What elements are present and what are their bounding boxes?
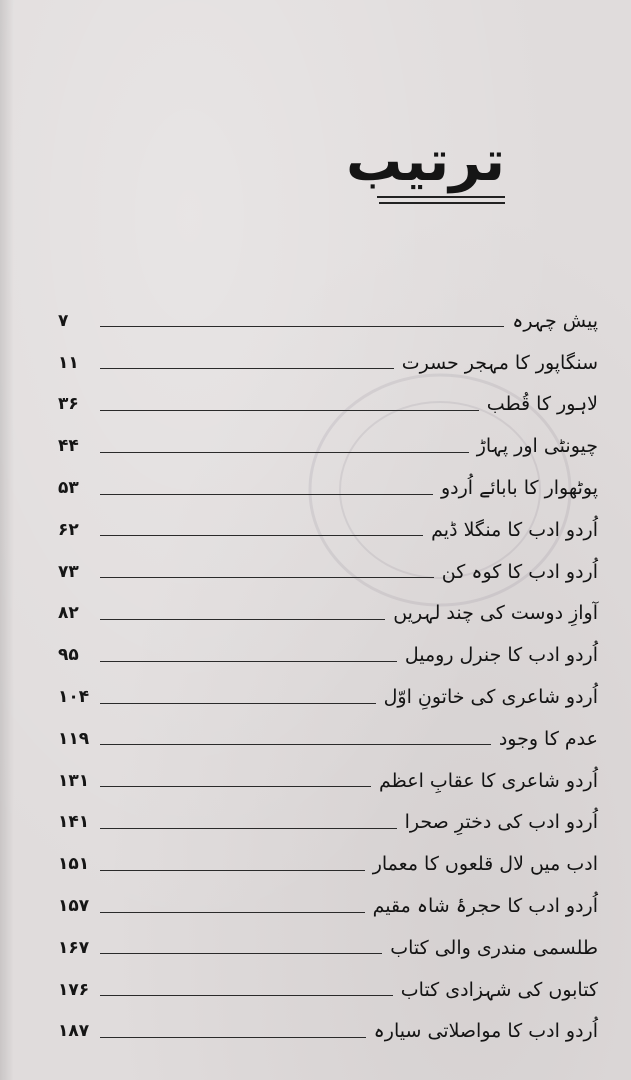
toc-entry-page-number: ۱۰۴ [58,687,90,708]
toc-entry [58,300,598,342]
toc-entry [58,551,598,593]
toc-entry [58,760,598,802]
toc-leader-line [100,410,479,411]
toc-entry-page-number: ۴۴ [58,436,79,457]
toc-leader-line [100,494,433,495]
toc-entry [58,593,598,635]
toc-heading-block [305,130,505,204]
toc-entry [58,843,598,885]
toc-entry-title: اُردو ادب کا جنرل رومیل [404,644,598,667]
toc-entry-title: آوازِ دوست کی چند لہریں [393,602,598,625]
toc-entry-page-number: ۷۳ [58,561,79,582]
toc-entry-page-number: ۸۲ [58,603,79,624]
toc-entry-title: اُردو ادب کا کوہ کن [441,560,598,583]
toc-entry-page-number: ۱۴۱ [58,812,90,833]
toc-leader-line [100,577,434,578]
toc-entry-title: اُردو شاعری کا عقابِ اعظم [379,769,598,792]
toc-entry-title: عدم کا وجود [498,727,598,750]
toc-entry [58,467,598,509]
toc-entry-page-number: ۱۵۱ [58,854,90,875]
toc-entry-page-number: ۱۳۱ [58,770,90,791]
toc-leader-line [100,326,504,327]
toc-entry-title: اُردو ادب کا حجرۂ شاہ مقیم [372,895,598,918]
toc-entry-title: کتابوں کی شہزادی کتاب [400,978,598,1001]
toc-entry-title: سنگاپور کا مہجر حسرت [401,351,598,374]
toc-entry [58,342,598,384]
toc-entry [58,802,598,844]
toc-entry-title: ادب میں لال قلعوں کا معمار [372,853,598,876]
toc-entry-page-number: ۹۵ [58,645,79,666]
toc-leader-line [100,995,393,996]
toc-leader-line [100,912,365,913]
title-underline [377,196,505,198]
toc-entry [58,425,598,467]
toc-entry [58,634,598,676]
toc-leader-line [100,661,397,662]
page-title: ترتیب [345,129,505,194]
toc-leader-line [100,870,365,871]
table-of-contents [58,300,598,1052]
toc-entry-page-number: ۳۶ [58,394,79,415]
toc-leader-line [100,368,394,369]
toc-leader-line [100,1037,366,1038]
toc-entry [58,676,598,718]
toc-entry-title: چیونٹی اور پہاڑ [476,435,598,458]
toc-entry [58,1011,598,1053]
toc-leader-line [100,953,382,954]
toc-entry [58,927,598,969]
toc-entry-page-number: ۱۷۶ [58,979,90,1000]
toc-leader-line [100,619,385,620]
toc-entry [58,509,598,551]
toc-entry [58,718,598,760]
toc-leader-line [100,828,397,829]
toc-entry-page-number: ۱۵۷ [58,896,90,917]
toc-entry-page-number: ۱۱۹ [58,728,90,749]
toc-leader-line [100,452,469,453]
toc-entry-page-number: ۱۶۷ [58,937,90,958]
toc-entry-title: اُردو ادب کا منگلا ڈیم [431,518,598,541]
toc-entry-page-number: ۶۲ [58,519,79,540]
toc-entry-title: اُردو شاعری کی خاتونِ اوّل [383,686,598,709]
toc-entry-title: پوٹھوار کا بابائے اُردو [440,477,598,500]
toc-entry-title: اُردو ادب کی دخترِ صحرا [404,811,598,834]
toc-entry-page-number: ۷ [58,310,69,331]
toc-entry-title: طلسمی مندری والی کتاب [390,936,598,959]
title-underline-second [379,202,505,204]
toc-entry [58,384,598,426]
toc-entry [58,969,598,1011]
toc-entry [58,885,598,927]
toc-entry-title: لاہور کا قُطب [486,393,598,416]
toc-entry-title: پیش چہرہ [512,309,598,332]
toc-entry-page-number: ۱۱ [58,352,79,373]
toc-leader-line [100,703,376,704]
toc-entry-page-number: ۱۸۷ [58,1021,90,1042]
toc-leader-line [100,535,423,536]
page-edge-shadow [0,0,14,1080]
toc-entry-page-number: ۵۳ [58,478,79,499]
toc-entry-title: اُردو ادب کا مواصلاتی سیارہ [373,1020,598,1043]
toc-leader-line [100,744,491,745]
toc-leader-line [100,786,371,787]
